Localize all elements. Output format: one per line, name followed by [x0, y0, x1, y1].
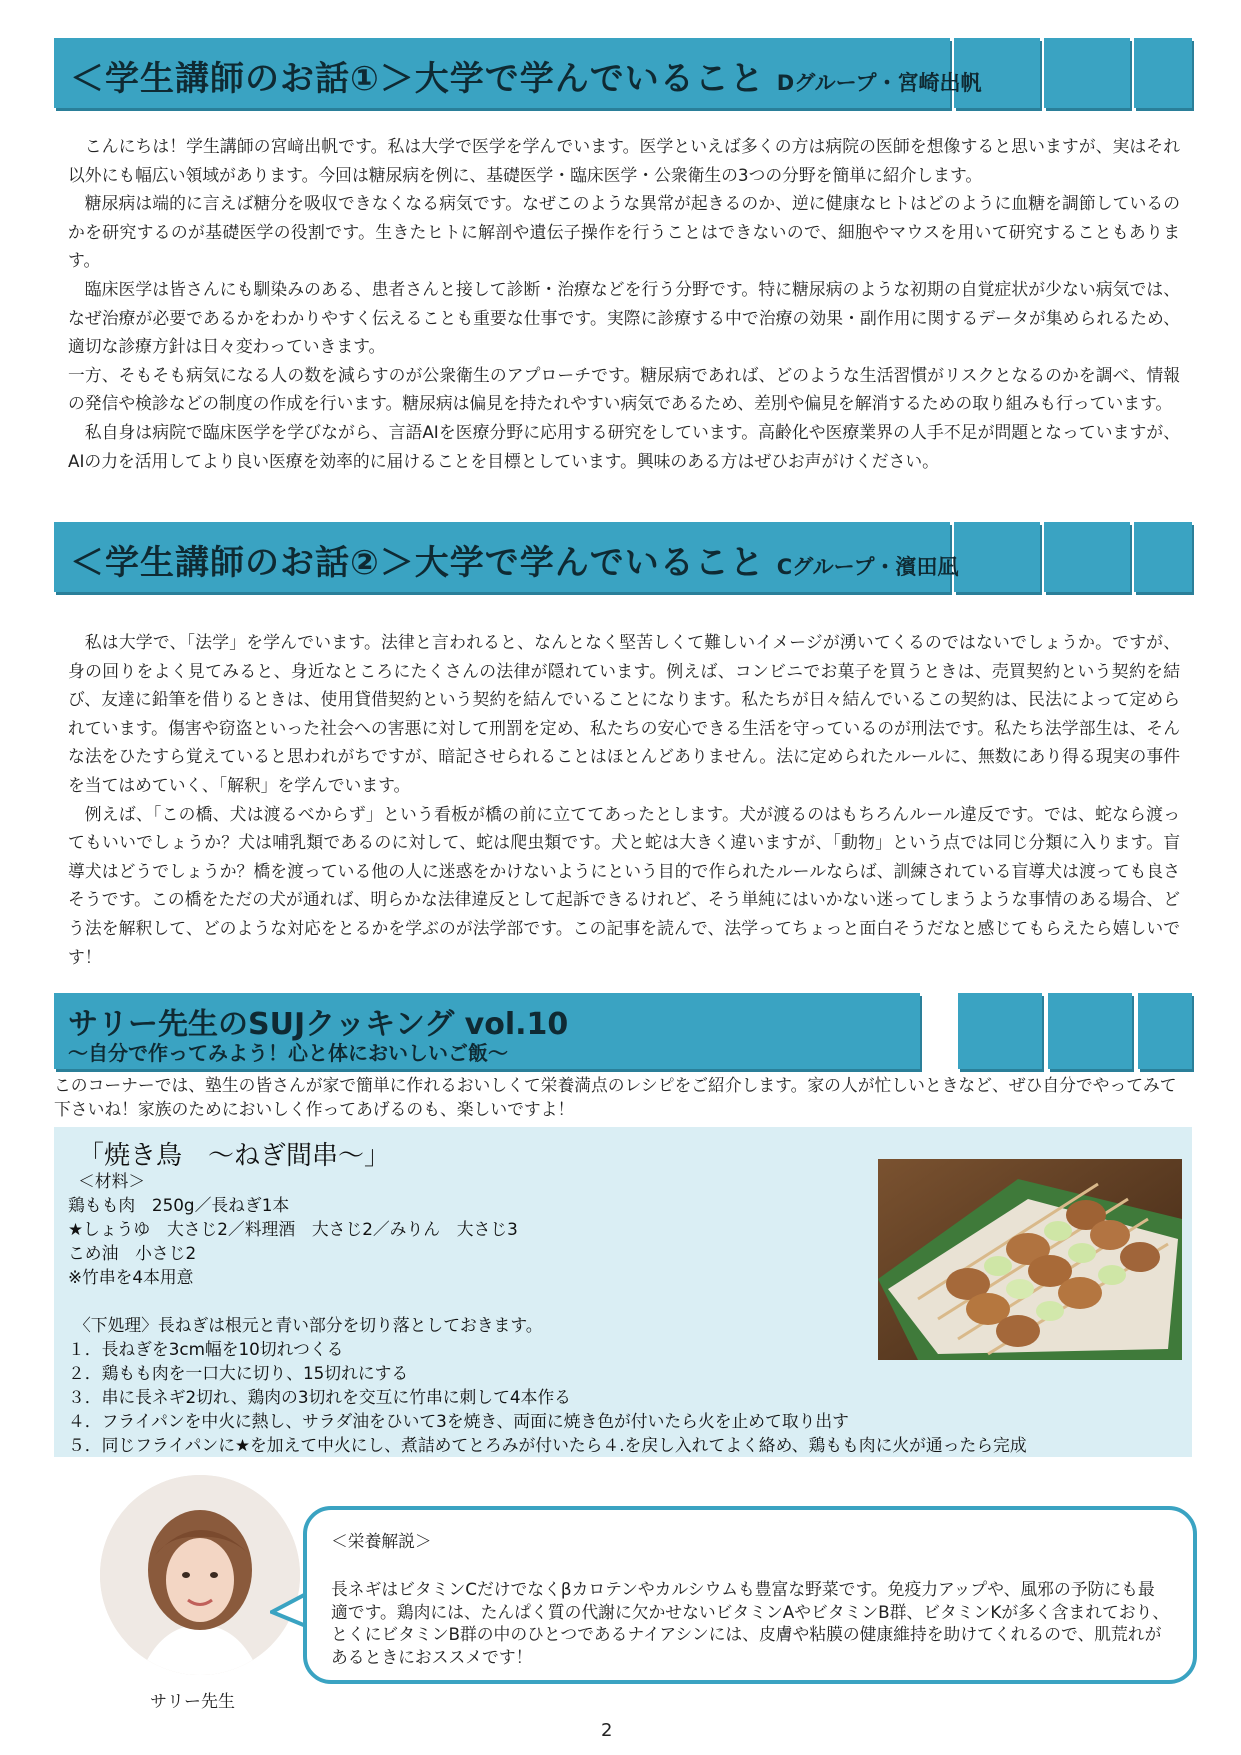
nutrition-heading: ＜栄養解説＞	[331, 1531, 432, 1551]
nutrition-bubble	[303, 1506, 1197, 1684]
paragraph: 糖尿病は端的に言えば糖分を吸収できなくなる病気です。なぜこのような異常が起きるのか、逆に健康なヒトはどのように血糖を調節しているのかを研究するのが基礎医学の役割です。生きたヒトに解剖や遺伝子操作を行うことはできないので、細胞やマウスを用いて研究することもあります。	[68, 193, 1180, 271]
recipe-box	[54, 1127, 1192, 1457]
cooking-subtitle: ～自分で作ってみよう！心と体においしいご飯～	[68, 1041, 508, 1065]
section2-title: ＜学生講師のお話②＞大学で学んでいること Cグループ・濱田凪	[70, 543, 959, 583]
ingredient-line: ※竹串を4本用意	[68, 1267, 194, 1287]
header-deco-block	[954, 522, 1040, 592]
prep-note: 〈下処理〉長ねぎは根元と青い部分を切り落としておきます。	[74, 1315, 543, 1335]
header-deco-block	[1048, 993, 1132, 1069]
paragraph: 臨床医学は皆さんにも馴染みのある、患者さんと接して診断・治療などを行う分野です。特に糖尿病のような初期の自覚症状が少ない病気では、なぜ治療が必要であるかをわかりやすく伝えることも重要な仕事です。実際に診療する中で治療の効果・副作用に関するデータが集められるため、適切な診療方針は日々変わっていきます。	[68, 278, 1180, 357]
sally-avatar	[100, 1475, 300, 1675]
paragraph: 一方、そもそも病気になる人の数を減らすのが公衆衛生のアプローチです。糖尿病であれば、どのような生活習慣がリスクとなるのかを調べ、情報の発信や検診などの制度の作成を行います。糖尿病は偏見を持たれやすい病気であるため、差別や偏見を解消するための取り組みも行っています。	[68, 364, 1180, 414]
paragraph: 私は大学で、「法学」を学んでいます。法律と言われると、なんとなく堅苦しくて難しいイメージが湧いてくるのではないでしょうか。ですが、身の回りをよく見てみると、身近なところにたくさんの法律が隠れています。例えば、コンビニでお菓子を買うときは、売買契約という契約を結び、友達に鉛筆を借りるときは、使用貸借契約という契約を結んでいることになります。私たちが日々結んでいるこの契約は、民法によって定められています。傷害や窃盗といった社会への害悪に対して刑罰を定め、私たちの安心できる生活を守っているのが刑法です。私たち法学部生は、そんな法をひたすら覚えていると思われがちですが、暗記させられることはほとんどありません。法に定められたルールに、無数にあり得る現実の事件を当てはめていく、「解釈」を学んでいます。	[68, 632, 1180, 795]
recipe-step: １．長ねぎを3cm幅を10切れつくる	[68, 1339, 344, 1359]
avatar-caption: サリー先生	[150, 1692, 235, 1712]
recipe-title: 「焼き鳥 ～ねぎ間串～」	[78, 1141, 391, 1171]
paragraph: 私自身は病院で臨床医学を学びながら、言語AIを医療分野に応用する研究をしています。高齢化や医療業界の人手不足が問題となっていますが、AIの力を活用してより良い医療を効率的に届けることを目標としています。興味のある方はぜひお声がけください。	[68, 421, 1180, 471]
nutrition-text: 長ネギはビタミンCだけでなくβカロテンやカルシウムも豊富な野菜です。免疫力アップや、風邪の予防にも最適です。鶏肉には、たんぱく質の代謝に欠かせないビタミンAやビタミンB群、ビタミンKが多く含まれており、とくにビタミンB群の中のひとつであるナイアシンには、皮膚や粘膜の健康維持を助けてくれるので、肌荒れがあるときにおススメです！	[331, 1579, 1170, 1667]
section1-header	[54, 38, 1192, 108]
recipe-step: ２．鶏もも肉を一口大に切り、15切れにする	[68, 1363, 409, 1383]
cooking-intro: このコーナーでは、塾生の皆さんが家で簡単に作れるおいしくて栄養満点のレシピをご紹介します。家の人が忙しいときなど、ぜひ自分でやってみて下さいね！家族のためにおいしく作ってあげるのも、楽しいですよ！	[54, 1075, 1177, 1119]
section2-body	[68, 628, 1180, 971]
header-deco-block	[1044, 38, 1130, 108]
section2-header	[54, 522, 1192, 592]
cooking-title: サリー先生のSUJクッキング vol.10	[68, 1007, 569, 1042]
section1-body	[68, 132, 1180, 475]
section2-author: Cグループ・濱田凪	[776, 555, 959, 579]
paragraph: 例えば、「この橋、犬は渡るべからず」という看板が橋の前に立ててあったとします。犬が渡るのはもちろんルール違反です。では、蛇なら渡ってもいいでしょうか？犬は哺乳類であるのに対して、蛇は爬虫類です。犬と蛇は大きく違いますが、「動物」という点では同じ分類に入ります。盲導犬はどうでしょうか？橋を渡っている他の人に迷惑をかけないようにという目的で作られたルールならば、訓練されている盲導犬は渡っても良さそうです。この橋をただの犬が通れば、明らかな法律違反として起訴できるけれど、そう単純にはいかない迷ってしまうような事情のある場合、どう法を解釈して、どのような対応をとるかを学ぶのが法学部です。この記事を読んで、法学ってちょっと面白そうだなと感じてもらえたら嬉しいです！	[68, 803, 1180, 967]
header-deco-block	[1138, 993, 1192, 1069]
recipe-step: ５．同じフライパンに★を加えて中火にし、煮詰めてとろみが付いたら４.を戻し入れてよく絡め、鶏もも肉に火が通ったら完成	[68, 1435, 1027, 1455]
recipe-step: ３．串に長ネギ2切れ、鶏肉の3切れを交互に竹串に刺して4本作る	[68, 1387, 571, 1407]
ingredient-line: 鶏もも肉 250g／長ねぎ1本	[68, 1195, 290, 1215]
paragraph: こんにちは！学生講師の宮﨑出帆です。私は大学で医学を学んでいます。医学といえば多くの方は病院の医師を想像すると思いますが、実はそれ以外にも幅広い領域があります。今回は糖尿病を例に、基礎医学・臨床医学・公衆衛生の3つの分野を簡単に紹介します。	[68, 136, 1180, 185]
header-deco-block	[1134, 522, 1192, 592]
section1-author: Dグループ・宮崎出帆	[776, 71, 982, 95]
ingredient-line: こめ油 小さじ2	[68, 1243, 197, 1263]
page-number: 2	[601, 1720, 613, 1741]
header-deco-block	[1134, 38, 1192, 108]
ingredients-heading: ＜材料＞	[78, 1171, 146, 1191]
ingredient-line: ★しょうゆ 大さじ2／料理酒 大さじ2／みりん 大さじ3	[68, 1219, 518, 1239]
section1-title: ＜学生講師のお話①＞大学で学んでいること Dグループ・宮崎出帆	[70, 59, 982, 99]
header-deco-block	[958, 993, 1042, 1069]
yakitori-photo	[878, 1159, 1182, 1360]
header-deco-block	[1044, 522, 1130, 592]
recipe-step: ４．フライパンを中火に熱し、サラダ油をひいて3を焼き、両面に焼き色が付いたら火を止めて取り出す	[68, 1411, 849, 1431]
cooking-header	[54, 993, 1192, 1069]
